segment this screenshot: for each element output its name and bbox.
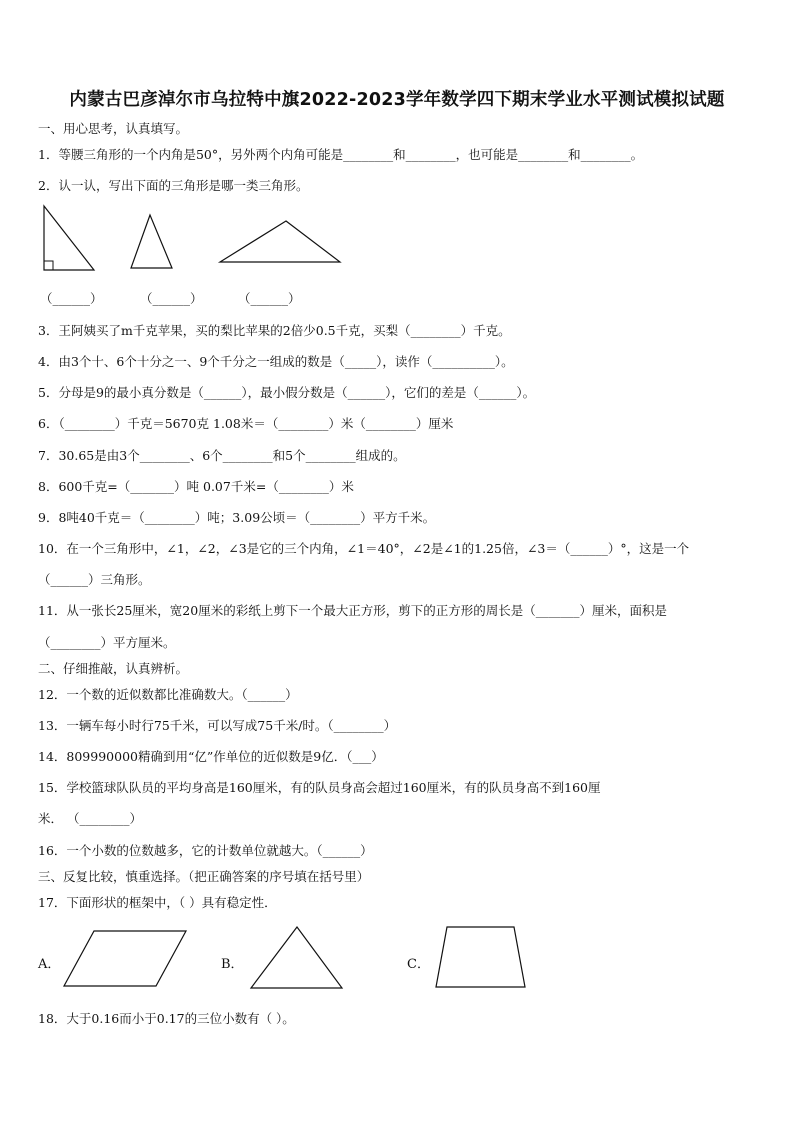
- question-10-line-1: 10．在一个三角形中，∠1，∠2，∠3是它的三个内角，∠1＝40°，∠2是∠1的1.25倍，∠3＝（______）°，这是一个: [38, 541, 690, 556]
- parallelogram-figure: [62, 928, 190, 990]
- question-1: 1．等腰三角形的一个内角是50°，另外两个内角可能是________和________，也可能是________和________。: [38, 147, 644, 162]
- question-15-line-1: 15．学校篮球队队员的平均身高是160厘米，有的队员身高会超过160厘米，有的队员身高不到160厘: [38, 780, 601, 795]
- option-b-label[interactable]: B．: [221, 957, 244, 972]
- question-14: 14．809990000精确到用“亿”作单位的近似数是9亿．（___）: [38, 749, 384, 764]
- question-9: 9．8吨40千克＝（________）吨；3.09公顷＝（________）平方千米。: [38, 510, 436, 525]
- question-7: 7．30.65是由3个________、6个________和5个________组成的。: [38, 448, 406, 463]
- section-3-heading: 三、反复比较，慎重选择。（把正确答案的序号填在括号里）: [38, 869, 370, 884]
- question-11-line-1: 11．从一张长25厘米，宽20厘米的彩纸上剪下一个最大正方形，剪下的正方形的周长是（_______）厘米，面积是: [38, 603, 667, 618]
- option-c-label[interactable]: C．: [407, 957, 430, 972]
- section-2-heading: 二、仔细推敲，认真辨析。: [38, 661, 189, 676]
- question-12: 12．一个数的近似数都比准确数大。（______）: [38, 687, 298, 702]
- question-5: 5．分母是9的最小真分数是（______），最小假分数是（______），它们的差是（______）。: [38, 385, 536, 400]
- question-10-line-2: （______）三角形。: [38, 572, 151, 587]
- question-4: 4．由3个十、6个十分之一、9个千分之一组成的数是（_____），读作（__________）。: [38, 354, 514, 369]
- option-a-label[interactable]: A．: [38, 957, 61, 972]
- trapezoid-figure: [434, 924, 528, 990]
- q2-answer-blank-1[interactable]: （______）: [40, 291, 103, 306]
- acute-triangle-figure: [128, 212, 176, 272]
- question-2: 2．认一认，写出下面的三角形是哪一类三角形。: [38, 178, 309, 193]
- triangle-figure: [248, 924, 346, 992]
- question-18: 18．大于0.16而小于0.17的三位小数有（ ）。: [38, 1011, 295, 1026]
- question-6: 6．（________）千克＝5670克 1.08米＝（________）米（________）厘米: [38, 416, 454, 431]
- question-13: 13．一辆车每小时行75千米，可以写成75千米/时。（________）: [38, 718, 397, 733]
- obtuse-triangle-figure: [216, 218, 344, 266]
- question-15-line-2: 米． （________）: [38, 811, 142, 826]
- q2-answer-blank-3[interactable]: （______）: [238, 291, 301, 306]
- right-triangle-figure: [40, 204, 100, 274]
- section-1-heading: 一、用心思考，认真填写。: [38, 121, 189, 136]
- question-8: 8．600千克=（_______）吨 0.07千米=（________）米: [38, 479, 354, 494]
- question-17: 17．下面形状的框架中，（ ）具有稳定性．: [38, 895, 277, 910]
- question-11-line-2: （________）平方厘米。: [38, 635, 176, 650]
- q2-answer-blank-2[interactable]: （______）: [140, 291, 203, 306]
- question-3: 3．王阿姨买了m千克苹果，买的梨比苹果的2倍少0.5千克，买梨（________）千克。: [38, 323, 511, 338]
- page-title: 内蒙古巴彦淖尔市乌拉特中旗2022-2023学年数学四下期末学业水平测试模拟试题: [69, 90, 725, 110]
- question-16: 16．一个小数的位数越多，它的计数单位就越大。（______）: [38, 843, 373, 858]
